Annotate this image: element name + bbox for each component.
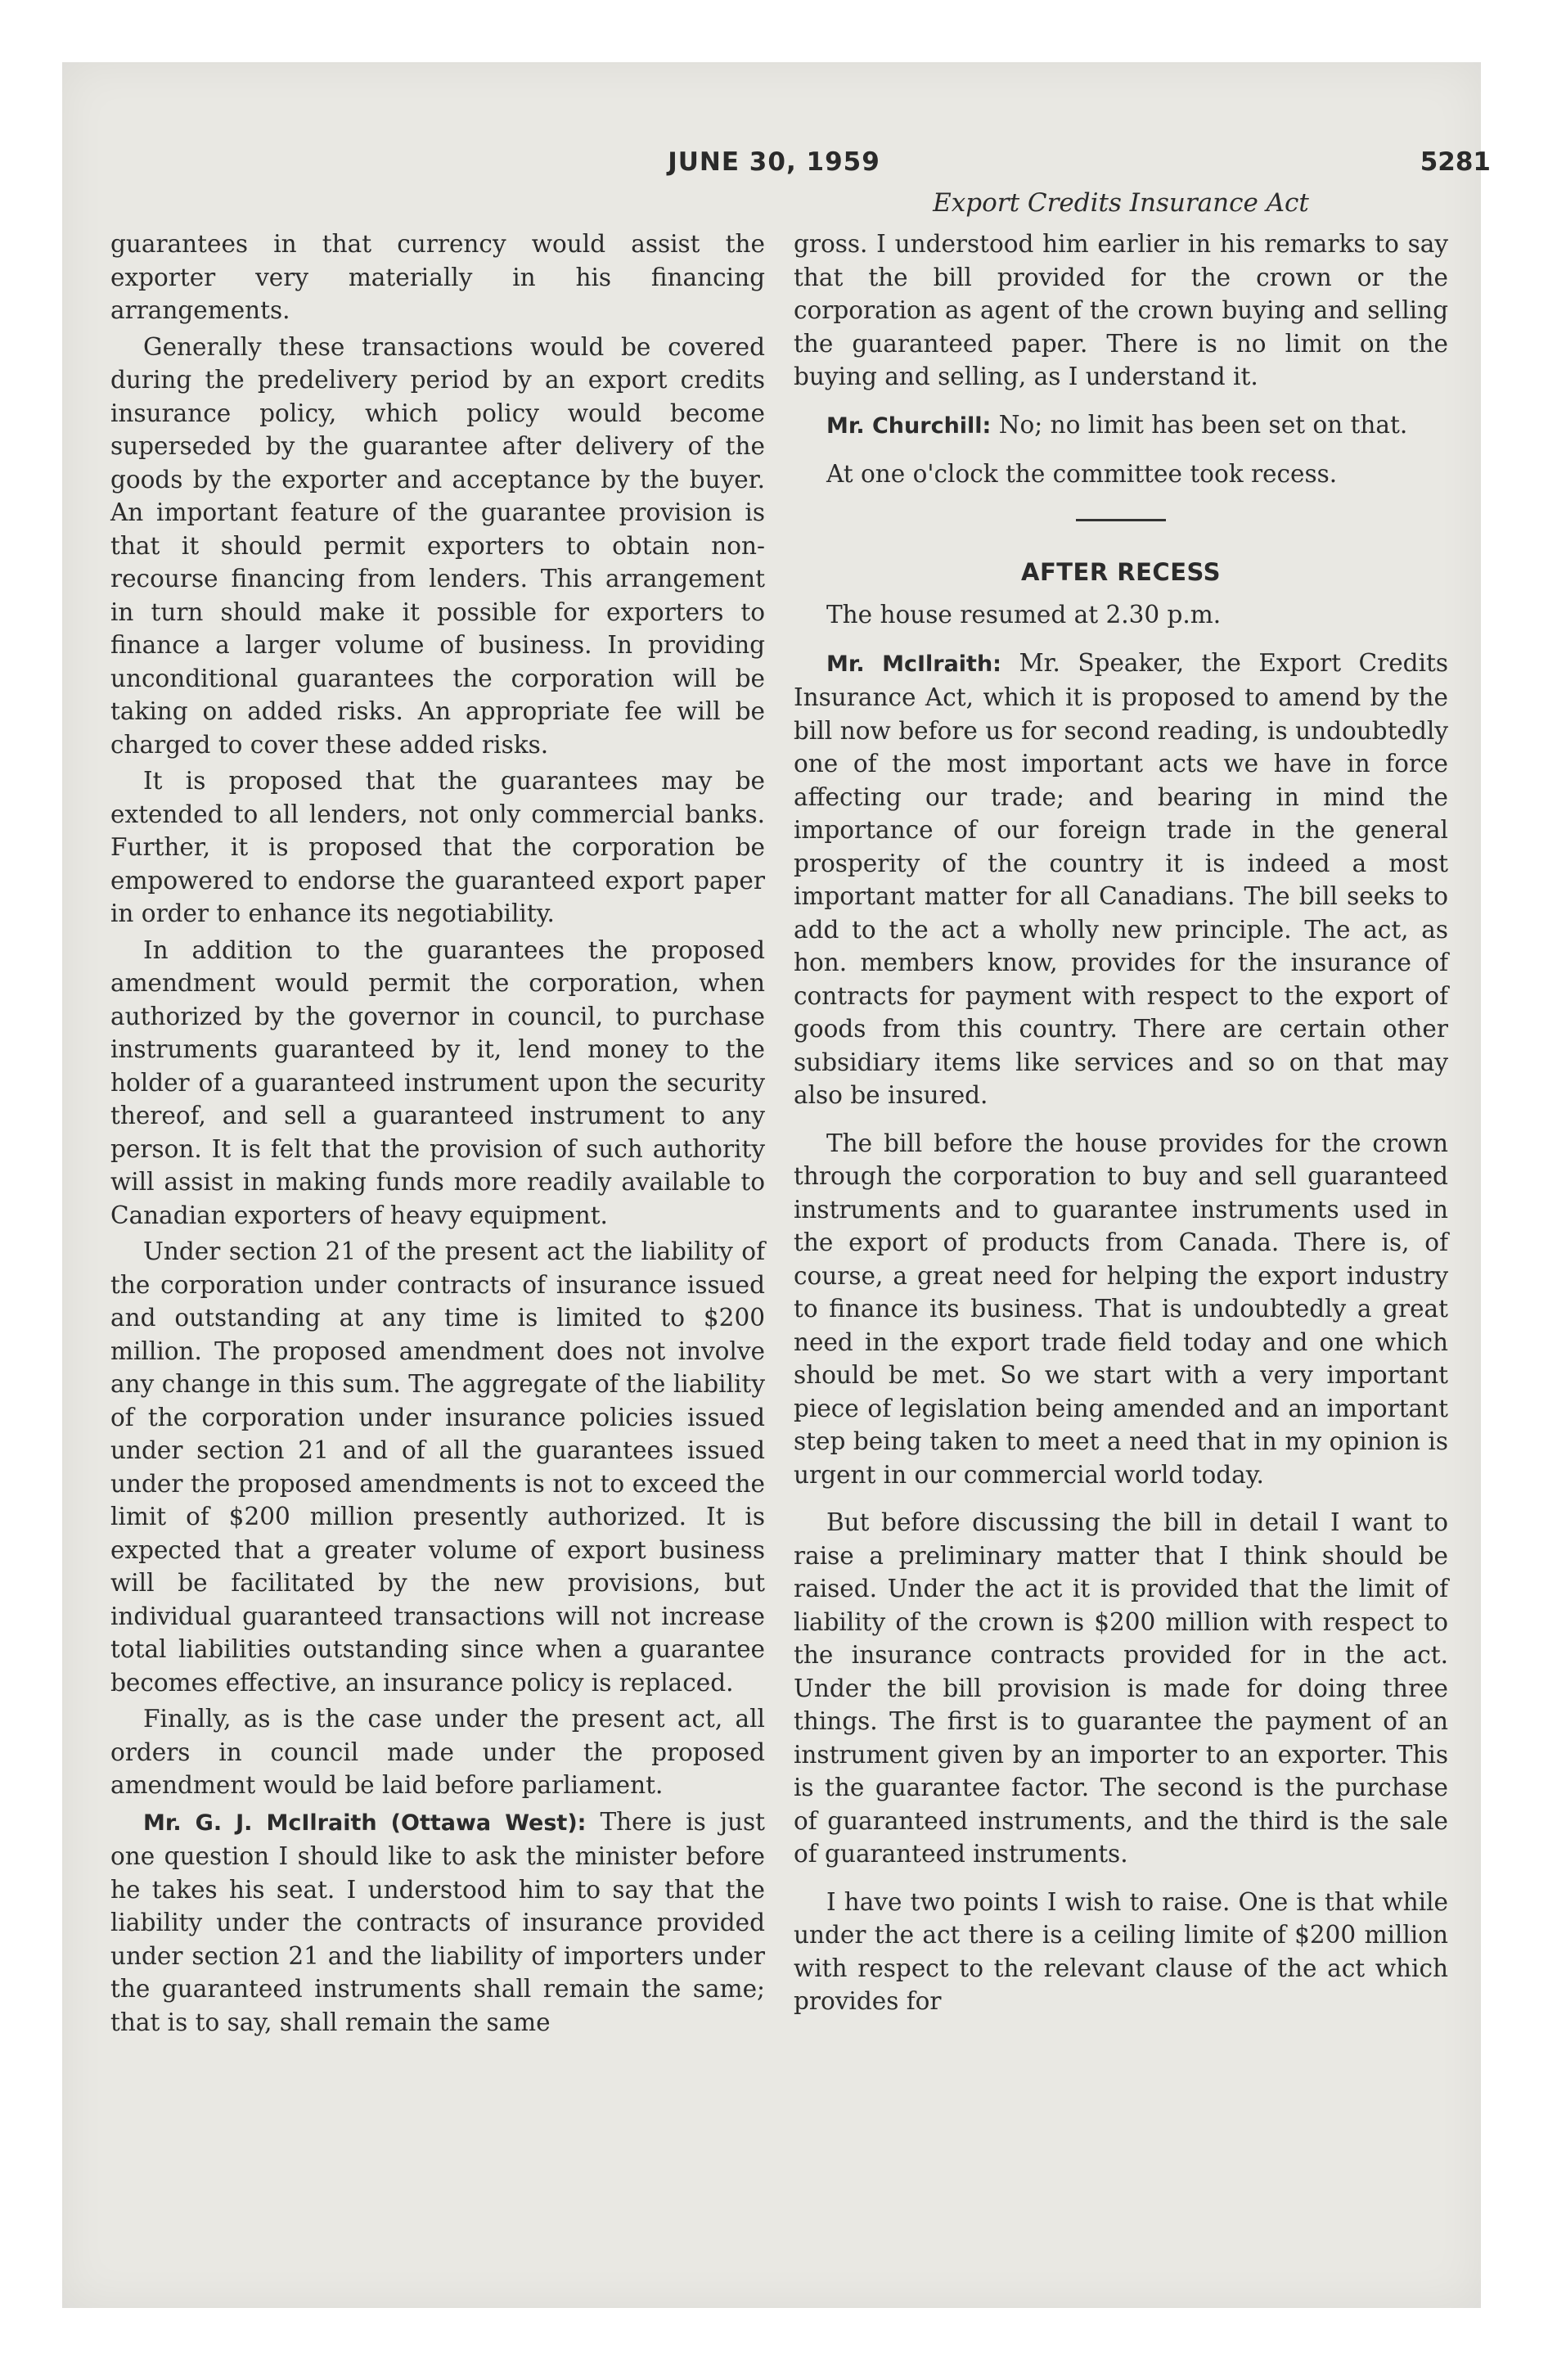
right-column	[794, 228, 1448, 2022]
speaker-name: Mr. McIlraith:	[826, 651, 1001, 677]
paragraph: But before discussing the bill in detail I want to raise a preliminary matter that I think should be raised. Under the act it is provided that the limit of liability of the crown is $200 million with respect to the insurance contracts provided for in the act. Under the bill provision is made for doing three things. The first is to guarantee the payment of an instrument given by an importer to an exporter. This is the guarantee factor. The second is the purchase of guaranteed instruments, and the third is the sale of guaranteed instruments.	[794, 1508, 1448, 1868]
paragraph: In addition to the guarantees the proposed amendment would permit the corporation, when authorized by the governor in council, to purchase instruments guaranteed by it, lend money to the holder of a guaranteed instrument upon the security thereof, and sell a guaranteed instrument to any person. It is felt that the provision of such authority will assist in making funds more readily available to Canadian exporters of heavy equipment.	[110, 935, 765, 1229]
speech-text: There is just one question I should like to ask the minister before he takes his seat. I understood him to say that the liability under the contracts of insurance provided under section 21 and the liability of importers under the guaranteed instruments shall remain the same; that is to say, shall remain the same	[110, 1807, 765, 2036]
left-column	[110, 228, 765, 2042]
paragraph: Generally these transactions would be covered during the predelivery period by an export credits insurance policy, which policy would become superseded by the guarantee after delivery of the goods by the exporter and acceptance by the buyer. An important feature of the guarantee provision is that it should permit exporters to obtain non-recourse financing from lenders. This arrangement in turn should make it possible for exporters to finance a larger volume of business. In providing unconditional guarantees the corporation will be taking on added risks. An appropriate fee will be charged to cover these added risks.	[110, 332, 765, 759]
speaker-name: Mr. G. J. McIlraith (Ottawa West):	[143, 1810, 587, 1836]
speech-text: Mr. Speaker, the Export Credits Insurance Act, which it is proposed to amend by the bill now before us for second reading, is undoubtedly one of the most important acts we have in force affecting our trade; and bearing in mind the importance of our foreign trade in the general prosperity of the country it is indeed a most important matter for all Canadians. The bill seeks to add to the act a wholly new principle. The act, as hon. members know, provides for the insurance of contracts for payment with respect to the export of goods from this country. There are certain other subsidiary items like services and so on that may also be insured.	[794, 648, 1448, 1109]
running-head: Export Credits Insurance Act	[933, 188, 1309, 218]
paragraph: Under section 21 of the present act the liability of the corporation under contracts of insurance issued and outstanding at any time is limited to $200 million. The proposed amendment does not involve any change in this sum. The aggregate of the liability of the corporation under insurance policies issued under section 21 and of all the guarantees issued under the proposed amendments is not to exceed the limit of $200 million presently authorized. It is expected that a greater volume of export business will be facilitated by the new provisions, but individual guaranteed transactions will not increase total liabilities outstanding since when a guarantee becomes effective, an insurance policy is replaced.	[110, 1237, 765, 1697]
paragraph: It is proposed that the guarantees may be extended to all lenders, not only commercial banks. Further, it is proposed that the corporation be empowered to endorse the guaranteed export paper in order to enhance its negotiability.	[110, 767, 765, 927]
speech-paragraph	[794, 408, 1448, 444]
procedural-note: At one o'clock the committee took recess.	[826, 460, 1338, 488]
paragraph: The bill before the house provides for the crown through the corporation to buy and sell guaranteed instruments and to guarantee instruments used in the export of products from Canada. There is, of course, a great need for helping the export industry to finance its business. That is undoubtedly a great need in the export trade field today and one which should be met. So we start with a very important piece of legislation being amended and an important step being taken to meet a need that in my opinion is urgent in our commercial world today.	[794, 1129, 1448, 1489]
procedural-note: The house resumed at 2.30 p.m.	[826, 601, 1222, 629]
speaker-name: Mr. Churchill:	[826, 412, 992, 439]
page-number: 5281	[1420, 147, 1491, 177]
paragraph: gross. I understood him earlier in his remarks to say that the bill provided for the crown or the corporation as agent of the crown buying and selling the guaranteed paper. There is no limit on the buying and selling, as I understand it.	[794, 230, 1448, 390]
paragraph: Finally, as is the case under the present act, all orders in council made under the proposed amendment would be laid before parliament.	[110, 1705, 765, 1799]
speech-text: No; no limit has been set on that.	[991, 410, 1408, 439]
speech-paragraph	[794, 647, 1448, 1112]
header-date: JUNE 30, 1959	[668, 147, 880, 177]
section-divider	[1076, 519, 1166, 521]
speech-paragraph	[110, 1805, 765, 2040]
paragraph: I have two points I wish to raise. One is that while under the act there is a ceiling limite of $200 million with respect to the relevant clause of the act which provides for	[794, 1887, 1448, 2015]
section-heading: AFTER RECESS	[1021, 557, 1221, 586]
paragraph: guarantees in that currency would assist the exporter very materially in his financing arrangements.	[110, 230, 765, 324]
